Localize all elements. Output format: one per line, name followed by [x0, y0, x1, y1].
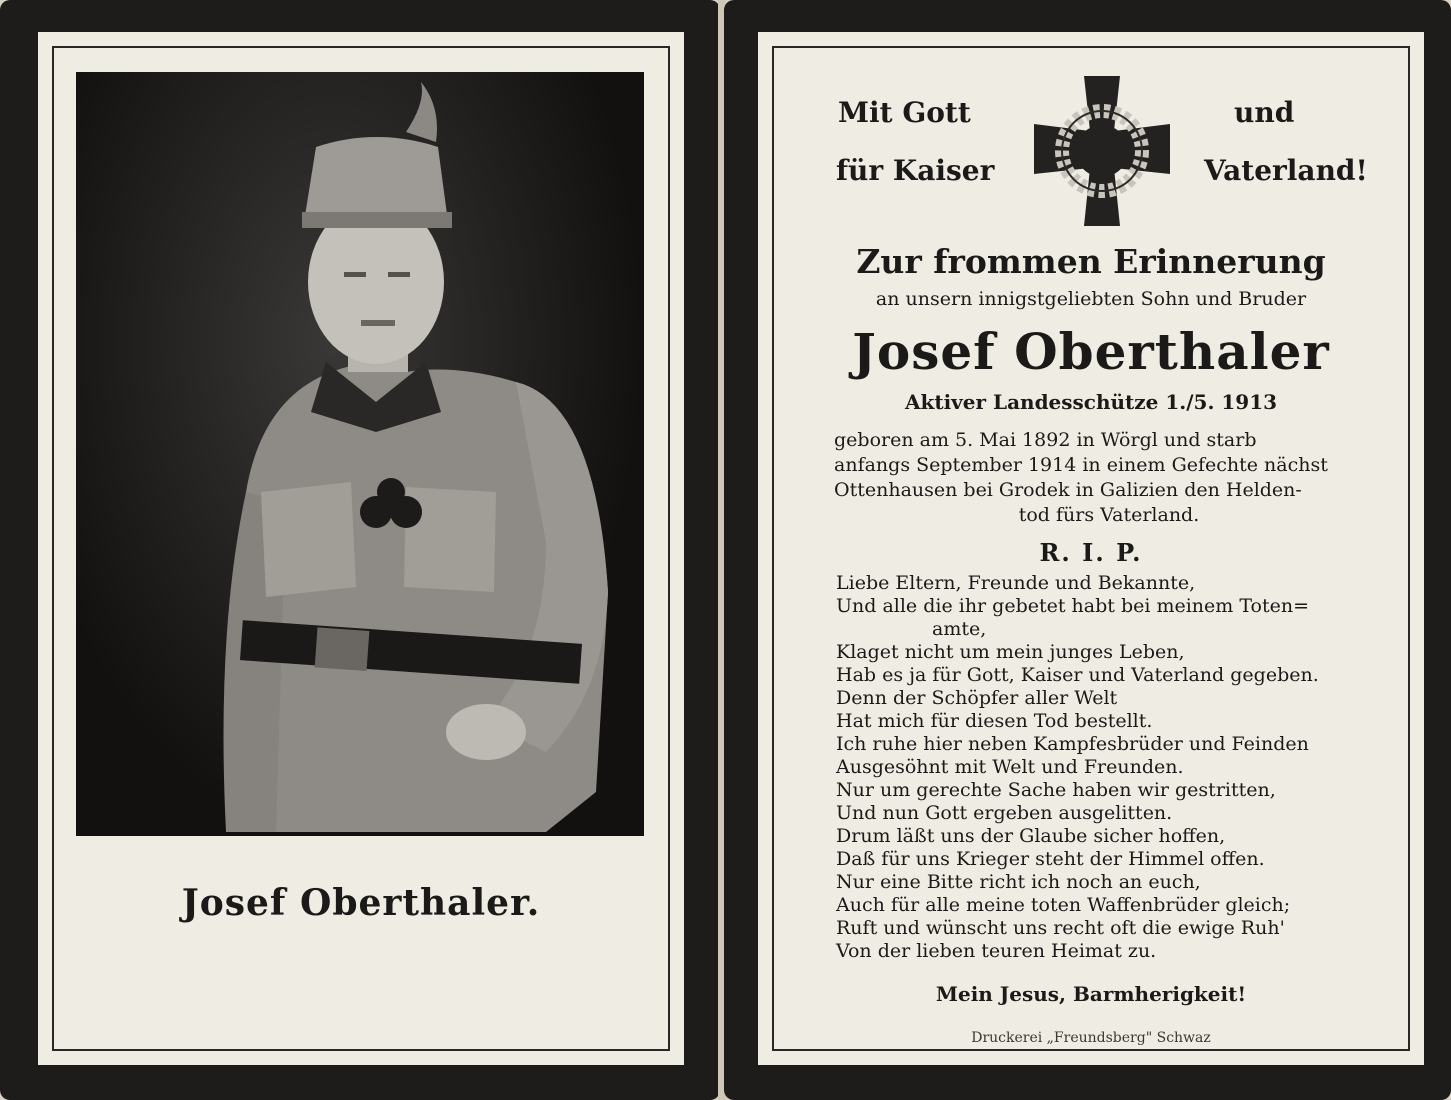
portrait-caption: Josef Oberthaler. — [181, 882, 541, 924]
poem-line: Und nun Gott ergeben ausgelitten. — [836, 802, 1173, 824]
right-page — [758, 32, 1424, 1065]
poem-line: Auch für alle meine toten Waffenbrüder gleich; — [836, 894, 1291, 916]
deceased-name: Josef Oberthaler — [852, 322, 1330, 381]
biography — [834, 428, 1384, 528]
memorial-poem — [836, 572, 1384, 963]
motto-line2-right: Vaterland! — [1204, 154, 1368, 187]
poem-line: Hab es ja für Gott, Kaiser und Vaterland gegeben. — [836, 664, 1319, 686]
bio-line: tod fürs Vaterland. — [1018, 504, 1200, 526]
iron-cross-wreath-icon — [1034, 76, 1170, 226]
motto-line1-left: Mit Gott — [838, 96, 971, 129]
left-page — [38, 32, 684, 1065]
bio-line: Ottenhausen bei Grodek in Galizien den Helden- — [834, 479, 1302, 501]
poem-line: Und alle die ihr gebetet habt bei meinem Toten= — [836, 595, 1310, 617]
closing-prayer: Mein Jesus, Barmherigkeit! — [935, 982, 1247, 1006]
poem-line: Ruft und wünscht uns recht oft die ewige Ruh' — [836, 917, 1285, 939]
poem-line: Ausgesöhnt mit Welt und Freunden. — [836, 756, 1184, 778]
poem-line: Ich ruhe hier neben Kampfesbrüder und Feinden — [836, 733, 1309, 755]
poem-line: Nur eine Bitte richt ich noch an euch, — [836, 871, 1201, 893]
motto-line1-right: und — [1234, 96, 1295, 129]
poem-line: Hat mich für diesen Tod bestellt. — [836, 710, 1153, 732]
soldier-portrait-photo — [76, 72, 644, 836]
poem-line: Daß für uns Krieger steht der Himmel offen. — [836, 848, 1265, 870]
bio-line: geboren am 5. Mai 1892 in Wörgl und starb — [834, 429, 1257, 451]
rip-text: R. I. P. — [1039, 538, 1143, 567]
poem-line: Klaget nicht um mein junges Leben, — [836, 641, 1185, 663]
right-card — [724, 0, 1451, 1100]
left-card — [0, 0, 720, 1100]
memorial-intro: an unsern innigstgeliebten Sohn und Bruder — [875, 288, 1307, 310]
poem-line: Drum läßt uns der Glaube sicher hoffen, — [836, 825, 1226, 847]
motto-line2-left: für Kaiser — [836, 154, 995, 187]
deceased-rank: Aktiver Landesschütze 1./5. 1913 — [904, 390, 1278, 414]
printer-imprint: Druckerei „Freundsberg" Schwaz — [971, 1030, 1211, 1046]
bio-line: anfangs September 1914 in einem Gefechte nächst — [834, 454, 1328, 476]
poem-line: Nur um gerechte Sache haben wir gestritten, — [836, 779, 1276, 801]
memorial-heading: Zur frommen Erinnerung — [856, 242, 1326, 281]
poem-line: Liebe Eltern, Freunde und Bekannte, — [836, 572, 1196, 594]
poem-line: amte, — [932, 618, 987, 640]
poem-line: Denn der Schöpfer aller Welt — [836, 687, 1118, 709]
soldier-portrait-illustration — [76, 72, 644, 836]
poem-line: Von der lieben teuren Heimat zu. — [836, 940, 1157, 962]
